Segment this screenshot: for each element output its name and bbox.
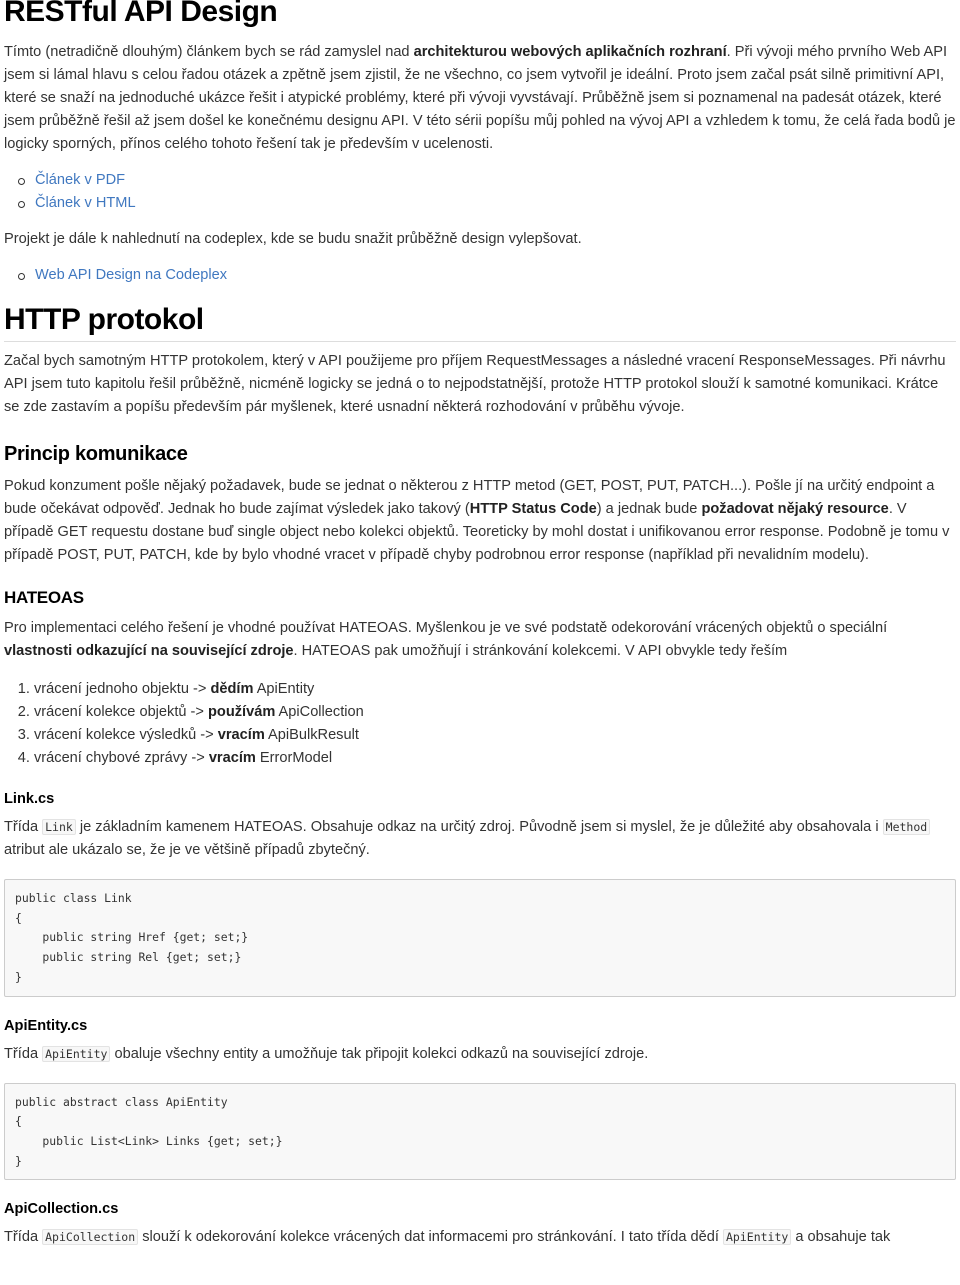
inline-code: Method xyxy=(883,819,931,835)
intro-bold: architekturou webových aplikačních rozhraní xyxy=(413,44,727,60)
list-item: 2. vrácení kolekce objektů -> používám ApiCollection xyxy=(34,701,956,724)
section-heading-apicollection-cs: ApiCollection.cs xyxy=(4,1201,119,1218)
inline-code: ApiCollection xyxy=(42,1229,138,1245)
princip-paragraph: Pokud konzument pošle nějaký požadavek, bude se jednat o některou z HTTP metod (GET, POST, PUT, PATCH...). Pošle jí na určitý endpoint a bude očekávat odpověď. Jednak ho bude zajímat výsledek jako takový (HTTP Status Code) a jednak bude požadovat nějaký resource. V případě GET requestu dostane buď single object nebo kolekci objektů. Teoreticky by mohl dostat i unifikovanou error response. Podobně je tomu v případě POST, PUT, PATCH, kde by bylo vhodné vracet v případě chyby podrobnou error response (například při nevalidním modelu). xyxy=(4,478,950,563)
list-item xyxy=(35,264,956,287)
list-item xyxy=(35,192,956,215)
section-heading-princip: Princip komunikace xyxy=(4,443,188,465)
code-block-apientity: public abstract class ApiEntity { public List<Link> Links {get; set;} } xyxy=(4,1083,956,1181)
inline-code: ApiEntity xyxy=(723,1229,791,1245)
apicollection-cs-paragraph: Třída ApiCollection slouží k odekorování kolekce vrácených dat informacemi pro stránkování. I tato třída dědí ApiEntity a obsahuje tak xyxy=(4,1229,891,1246)
section-heading-apientity-cs: ApiEntity.cs xyxy=(4,1017,88,1034)
link-cs-paragraph: Třída Link je základním kamenem HATEOAS. Obsahuje odkaz na určitý zdroj. Původně jsem si myslel, že je důležité aby obsahovala i Method atribut ale ukázalo se, že je ve většině případů zbytečný. xyxy=(4,816,956,862)
link-article-pdf[interactable]: Článek v PDF xyxy=(35,172,126,188)
link-article-html[interactable]: Článek v HTML xyxy=(35,195,136,211)
section-heading-link-cs: Link.cs xyxy=(4,791,55,807)
inline-code: Link xyxy=(42,819,76,835)
project-links-list xyxy=(4,264,956,287)
list-item: 1. vrácení jednoho objektu -> dědím ApiEntity xyxy=(34,678,956,701)
list-item xyxy=(35,169,956,192)
code-block-link: public class Link { public string Href {get; set;} public string Rel {get; set;} } xyxy=(4,879,956,997)
link-codeplex[interactable]: Web API Design na Codeplex xyxy=(35,267,227,283)
list-item: 4. vrácení chybové zprávy -> vracím ErrorModel xyxy=(34,747,956,770)
section-heading-http: HTTP protokol xyxy=(4,305,956,342)
section-heading-hateoas: HATEOAS xyxy=(4,588,84,607)
inline-code: ApiEntity xyxy=(42,1046,110,1062)
article-links-list xyxy=(4,169,956,215)
intro-paragraph: Tímto (netradičně dlouhým) článkem bych se rád zamyslel nad architekturou webových aplikačních rozhraní. Při vývoji mého prvního Web API jsem si lámal hlavu s celou řadou otázek a zpětně jsem zjistil, že ne všechno, co jsem vytvořil je ideální. Proto jsem začal psát silně primitivní API, které se snaží na jednoduché ukázce řešit i atypické problémy, které při vývoji vyvstávají. Průběžně jsem si poznamenal na padesát otázek, které jsem průběžně řešil až jsem došel ke konečnému designu API. V této sérii popíšu můj pohled na vývoj API a vzhledem k tomu, že celá řada bodů je logicky sporných, přínos celého tohoto řešení tak je především v ucelenosti. xyxy=(4,44,956,152)
project-paragraph: Projekt je dále k nahlednutí na codeplex, kde se budu snažit průběžně design vylepšovat. xyxy=(4,231,582,247)
page-title: RESTful API Design xyxy=(4,0,278,28)
list-item: 3. vrácení kolekce výsledků -> vracím ApiBulkResult xyxy=(34,724,956,747)
apientity-cs-paragraph: Třída ApiEntity obaluje všechny entity a umožňuje tak připojit kolekci odkazů na související zdroje. xyxy=(4,1045,649,1062)
http-paragraph: Začal bych samotným HTTP protokolem, který v API použijeme pro příjem RequestMessages a následné vracení ResponseMessages. Při návrhu API jsem tuto kapitolu řešil průběžně, nicméně logicky se jedná o to nejpodstatnější, protože HTTP protokol slouží k samotné komunikaci. Krátce se zde zastavím a popíšu především pár myšlenek, které usnadní některá rozhodování v průběhu vývoje. xyxy=(4,353,946,415)
hateoas-paragraph: Pro implementaci celého řešení je vhodné používat HATEOAS. Myšlenkou je ve své podstatě odekorování vrácených objektů o speciální vlastnosti odkazující na související zdroje. HATEOAS pak umožňují i stránkování kolekcemi. V API obvykle tedy řeším xyxy=(4,620,888,659)
hateoas-list xyxy=(4,678,956,770)
